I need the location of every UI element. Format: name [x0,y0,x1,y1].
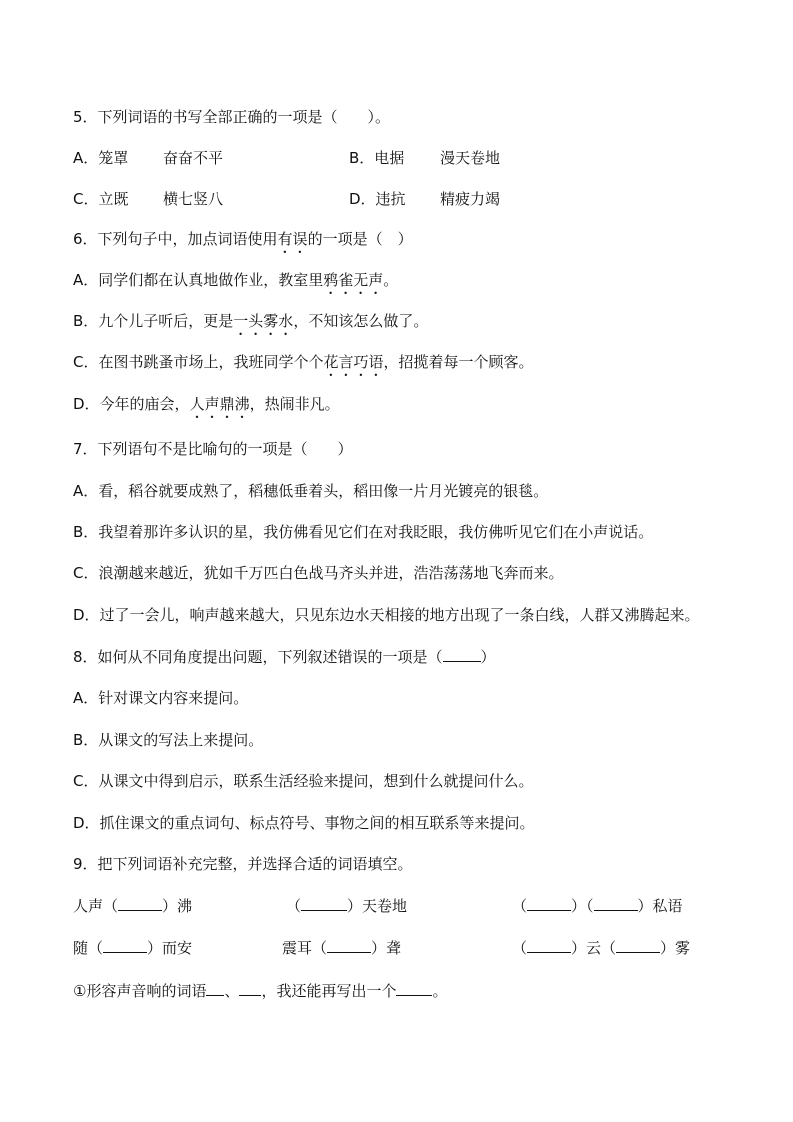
q5-stem: 5．下列词语的书写全部正确的一项是（ ）。 [73,108,391,126]
q7-option-b: B．我望着那许多认识的星，我仿佛看见它们在对我眨眼，我仿佛听见它们在小声说话。 [73,523,654,541]
q5-option-c-word2: 横七竖八 [163,190,224,208]
q9-item-6: （ ）云（ ）雾 [512,939,691,957]
q5-option-b-word1: B．电据 [349,149,405,167]
q6-stem: 6．下列句子中，加点词语使用有误的一项是（ ） [73,230,413,248]
q9-stem: 9．把下列词语补充完整，并选择合适的词语填空。 [73,855,413,873]
q8-option-d: D．抓住课文的重点词句、标点符号、事物之间的相互联系等来提问。 [73,814,535,832]
q5-option-a-word2: 奋奋不平 [163,149,224,167]
emphasized-text: 花言巧语 [323,353,384,371]
q5-option-d-word2: 精疲力竭 [440,190,501,208]
q9-item-5: 震耳（ ）聋 [282,939,402,957]
q6-option-d: D．今年的庙会，人声鼎沸，热闹非凡。 [73,395,340,413]
q8-option-c: C．从课文中得到启示，联系生活经验来提问，想到什么就提问什么。 [73,772,534,790]
answer-blank[interactable] [396,981,432,996]
answer-blank[interactable] [443,647,481,662]
answer-blank[interactable] [301,896,347,911]
q6-option-c: C．在图书跳蚤市场上，我班同学个个花言巧语，招揽着每一个顾客。 [73,353,534,371]
q5-option-b-word2: 漫天卷地 [440,149,501,167]
q7-option-c: C．浪潮越来越近，犹如千万匹白色战马齐头并进，浩浩荡荡地飞奔而来。 [73,564,564,582]
q5-option-a-word1: A．笼罩 [73,149,129,167]
answer-blank[interactable] [527,938,571,953]
q7-option-d: D．过了一会儿，响声越来越大，只见东边水天相接的地方出现了一条白线，人群又沸腾起来。 [73,606,700,624]
q9-item-1: 人声（ ）沸 [73,897,193,915]
answer-blank[interactable] [103,938,147,953]
answer-blank[interactable] [616,938,660,953]
answer-blank[interactable] [239,981,261,996]
q5-option-d-word1: D．违抗 [349,190,406,208]
q8-option-a: A．针对课文内容来提问。 [73,689,249,707]
answer-blank[interactable] [118,896,162,911]
emphasized-text: 人声鼎沸 [189,395,250,413]
q8-option-b: B．从课文的写法上来提问。 [73,731,264,749]
q9-item-3: （ ）（ ）私语 [512,897,683,915]
emphasized-text: 一头雾水 [233,312,294,330]
q9-item-2: （ ）天卷地 [286,897,408,915]
answer-blank[interactable] [527,896,571,911]
q7-stem: 7．下列语句不是比喻句的一项是（ ） [73,440,353,458]
q6-option-a: A．同学们都在认真地做作业，教室里鸦雀无声。 [73,271,399,289]
answer-blank[interactable] [594,896,638,911]
emphasized-text: 有误 [277,230,308,248]
q6-option-b: B．九个儿子听后，更是一头雾水，不知该怎么做了。 [73,312,429,330]
q9-item-4: 随（ ）而安 [73,939,193,957]
emphasized-text: 鸦雀无声 [323,271,384,289]
q9-subquestion-1: ①形容声音响的词语 、 ，我还能再写出一个 。 [73,982,448,1000]
answer-blank[interactable] [327,938,371,953]
q5-option-c-word1: C．立既 [73,190,129,208]
q7-option-a: A．看，稻谷就要成熟了，稻穗低垂着头，稻田像一片月光镀亮的银毯。 [73,482,549,500]
answer-blank[interactable] [206,981,224,996]
q8-stem: 8．如何从不同角度提出问题，下列叙述错误的一项是（ ） [73,648,496,666]
